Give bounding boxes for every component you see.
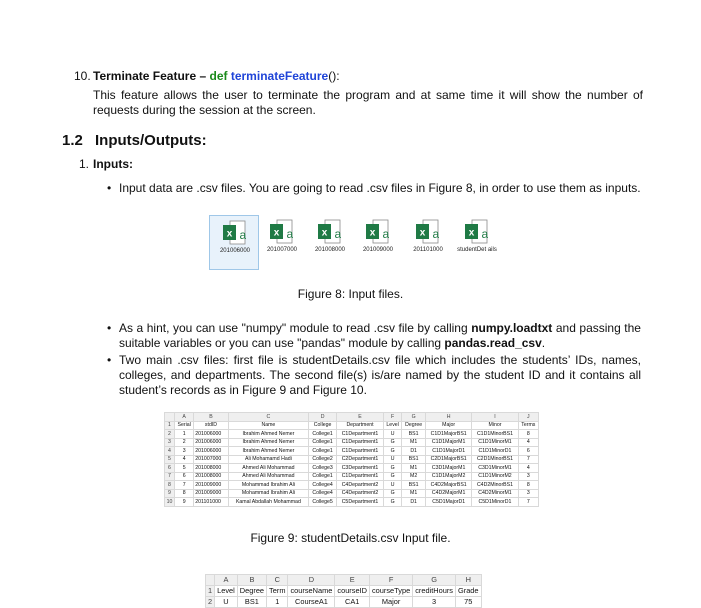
col-letter: G [402, 413, 426, 422]
col-letter: H [455, 575, 481, 586]
header-cell: Level [215, 586, 238, 597]
col-letter: C [267, 575, 288, 586]
table-cell: C1Department1 [337, 472, 384, 481]
table-cell: Ahmed Ali Mohammad [228, 464, 309, 473]
table-cell: C1D1MajorM2 [426, 472, 472, 481]
row-number: 10 [165, 498, 175, 507]
header-cell: stdID [194, 421, 228, 430]
table-row [165, 498, 539, 507]
header-cell: Level [384, 421, 402, 430]
svg-text:x: x [226, 228, 233, 240]
table-cell: G [384, 489, 402, 498]
svg-text:x: x [419, 227, 426, 239]
row-number: 1 [206, 586, 215, 597]
table-cell: 8 [518, 481, 538, 490]
col-letter: E [337, 413, 384, 422]
corner-cell [206, 575, 215, 586]
table-cell: BS1 [402, 481, 426, 490]
table-cell: BS1 [402, 455, 426, 464]
column-letter-row [206, 575, 482, 586]
table-cell: U [384, 430, 402, 439]
svg-text:a: a [481, 227, 488, 241]
table-cell: 9 [175, 498, 194, 507]
table-cell: Major [369, 597, 412, 608]
table-cell: 7 [518, 498, 538, 507]
table-cell: U [384, 481, 402, 490]
table-cell: D1 [402, 498, 426, 507]
table-cell: 8 [518, 430, 538, 439]
section-10-description: This feature allows the user to terminate the program and at same time it will show the number of requests during the session at the screen. [93, 88, 643, 117]
header-cell: Terms [518, 421, 538, 430]
table-cell: C5D1MinorD1 [472, 498, 518, 507]
table-cell: 7 [518, 455, 538, 464]
section-10-title [93, 69, 340, 84]
bullet-2-text [119, 321, 641, 351]
excel-file-icon [415, 219, 439, 245]
table-cell: College1 [309, 447, 337, 456]
table-cell: C5Department1 [337, 498, 384, 507]
col-letter: A [175, 413, 194, 422]
bullet-icon: • [107, 321, 112, 335]
file-name: 201006000 [219, 248, 251, 254]
table-cell: 3 [413, 597, 456, 608]
header-cell: College [309, 421, 337, 430]
heading-number: 1.2 [62, 132, 83, 149]
table-cell: C2Department1 [337, 455, 384, 464]
table-cell: College2 [309, 455, 337, 464]
table-cell: G [384, 447, 402, 456]
table-cell: 6 [518, 447, 538, 456]
table-cell: C1D1MinorBS1 [472, 430, 518, 439]
excel-file-icon [222, 220, 246, 246]
row-number: 2 [165, 430, 175, 439]
header-cell: courseType [369, 586, 412, 597]
student-details-sheet [164, 412, 539, 507]
section-10-title-text: Terminate Feature – [93, 69, 207, 83]
table-cell: G [384, 464, 402, 473]
table-cell: C1Department1 [337, 438, 384, 447]
row-number: 7 [165, 472, 175, 481]
svg-text:a: a [432, 227, 439, 241]
inputs-number: 1. [79, 157, 90, 171]
table-cell: M1 [402, 464, 426, 473]
table-cell: 201006000 [194, 447, 228, 456]
row-number: 5 [165, 455, 175, 464]
table-cell: 3 [518, 489, 538, 498]
table-row [165, 489, 539, 498]
table-cell: U [384, 455, 402, 464]
file-name: 201101000 [413, 247, 443, 253]
table-cell: 2 [175, 438, 194, 447]
col-letter: F [384, 413, 402, 422]
row-number: 6 [165, 464, 175, 473]
table-cell: Ahmed Ali Mohammad [228, 472, 309, 481]
svg-text:x: x [468, 227, 475, 239]
table-cell: 1 [175, 430, 194, 439]
table-cell: C5D1MajorD1 [426, 498, 472, 507]
table-cell: College4 [309, 481, 337, 490]
table-cell: 201008000 [194, 472, 228, 481]
bullet-3-text: Two main .csv files: first file is studentDetails.csv file which includes the students’ IDs, names, colleges, and departments. The second file(s) is/are named by the student ID and it contains all student’s records as in Figure 9 and Figure 10. [119, 353, 641, 397]
table-cell: 8 [175, 489, 194, 498]
col-letter: F [369, 575, 412, 586]
table-cell: G [384, 472, 402, 481]
table-row [165, 447, 539, 456]
table-cell: 1 [267, 597, 288, 608]
file-icon-item[interactable] [209, 215, 259, 270]
table-cell: CourseA1 [288, 597, 335, 608]
table-cell: C4Department2 [337, 489, 384, 498]
header-cell: Major [426, 421, 472, 430]
table-cell: G [384, 438, 402, 447]
bullet-2-end: . [541, 336, 546, 350]
row-number: 9 [165, 489, 175, 498]
table-cell: 6 [175, 472, 194, 481]
table-cell: C1Department1 [337, 430, 384, 439]
header-cell: Degree [237, 586, 266, 597]
table-cell: C1D1MajorM1 [426, 438, 472, 447]
section-10-number: 10. [74, 69, 91, 83]
table-cell: CA1 [335, 597, 370, 608]
table-cell: 7 [175, 481, 194, 490]
file-icon-item[interactable] [353, 215, 403, 270]
function-suffix: (): [328, 69, 340, 83]
table-cell: College1 [309, 438, 337, 447]
table-cell: C1D1MajorBS1 [426, 430, 472, 439]
row-number: 4 [165, 447, 175, 456]
col-letter: A [215, 575, 238, 586]
table-cell: 201006000 [194, 430, 228, 439]
table-cell: C3D1MinorM1 [472, 464, 518, 473]
table-cell: Ibrahim Ahmed Nemer [228, 447, 309, 456]
table-cell: C1D1MajorD1 [426, 447, 472, 456]
bullet-icon: • [107, 181, 112, 195]
table-cell: College1 [309, 472, 337, 481]
svg-text:a: a [334, 227, 341, 241]
file-name: 201007000 [266, 247, 298, 253]
code-pandas-read-csv: pandas.read_csv [444, 336, 542, 350]
header-cell: courseName [288, 586, 335, 597]
col-letter: J [518, 413, 538, 422]
bullet-2-mid: and passing the suitable variables or you can use "pandas" module by calling [119, 321, 641, 350]
table-cell: M1 [402, 438, 426, 447]
table-cell: BS1 [402, 430, 426, 439]
excel-file-icon [365, 219, 389, 245]
function-name: terminateFeature [230, 69, 329, 83]
table-cell: College1 [309, 430, 337, 439]
col-letter: I [472, 413, 518, 422]
inputs-title: Inputs: [93, 157, 133, 171]
table-cell: C4D2MinorM1 [472, 489, 518, 498]
header-cell: Serial [175, 421, 194, 430]
table-cell: C1D1MinorD1 [472, 447, 518, 456]
table-cell: College5 [309, 498, 337, 507]
table-cell: 3 [518, 472, 538, 481]
table-cell: Ibrahim Ahmed Nemer [228, 438, 309, 447]
table-cell: Ibrahim Ahmed Nemer [228, 430, 309, 439]
bullet-icon: • [107, 353, 112, 367]
table-cell: C4D2MajorM1 [426, 489, 472, 498]
table-cell: Kamal Abdallah Mohammad [228, 498, 309, 507]
header-cell: creditHours [413, 586, 456, 597]
figure-8-caption: Figure 8: Input files. [297, 287, 404, 301]
table-row [165, 438, 539, 447]
row-number: 8 [165, 481, 175, 490]
table-header-row [165, 421, 539, 430]
heading-title: Inputs/Outputs: [95, 132, 207, 149]
svg-text:x: x [273, 227, 280, 239]
table-cell: C2D1MinorBS1 [472, 455, 518, 464]
table-cell: 3 [175, 447, 194, 456]
file-name: 201009000 [362, 247, 394, 253]
header-cell: courseID [335, 586, 370, 597]
table-cell: 4 [518, 464, 538, 473]
excel-file-icon [269, 219, 293, 245]
table-cell: C1Department1 [337, 447, 384, 456]
col-letter: B [237, 575, 266, 586]
table-cell: C3D1MajorM1 [426, 464, 472, 473]
table-cell: C1D1MinorM1 [472, 438, 518, 447]
excel-file-icon [317, 219, 341, 245]
svg-text:x: x [369, 227, 376, 239]
table-row [165, 464, 539, 473]
code-numpy-loadtxt: numpy.loadtxt [471, 321, 553, 335]
bullet-2-pre: As a hint, you can use "numpy" module to read .csv file by calling [119, 321, 472, 335]
table-row [165, 481, 539, 490]
table-cell: 5 [175, 464, 194, 473]
col-letter: E [335, 575, 370, 586]
row-number: 2 [206, 597, 215, 608]
header-cell: Degree [402, 421, 426, 430]
col-letter: G [413, 575, 456, 586]
table-row [165, 430, 539, 439]
table-cell: C4D2MinorBS1 [472, 481, 518, 490]
row-number: 1 [165, 421, 175, 430]
col-letter: B [194, 413, 228, 422]
svg-text:a: a [239, 228, 246, 242]
table-cell: BS1 [237, 597, 266, 608]
table-cell: 201009000 [194, 481, 228, 490]
svg-text:a: a [382, 227, 389, 241]
table-cell: 201009000 [194, 489, 228, 498]
header-cell: Minor [472, 421, 518, 430]
header-cell: Department [337, 421, 384, 430]
table-cell: College4 [309, 489, 337, 498]
svg-text:a: a [286, 227, 293, 241]
table-cell: Mohammad Ibrahim Ali [228, 481, 309, 490]
col-letter: D [288, 575, 335, 586]
def-keyword: def [209, 69, 228, 83]
table-cell: C2D1MajorBS1 [426, 455, 472, 464]
file-icon-item[interactable] [257, 215, 307, 270]
table-cell: U [215, 597, 238, 608]
table-cell: 201007000 [194, 455, 228, 464]
table-cell: Mohammad Ibrahim Ali [228, 489, 309, 498]
header-cell: Name [228, 421, 309, 430]
col-letter: C [228, 413, 309, 422]
file-name: 201008000 [314, 247, 346, 253]
table-cell: College3 [309, 464, 337, 473]
table-row [165, 455, 539, 464]
col-letter: D [309, 413, 337, 422]
table-cell: 75 [455, 597, 481, 608]
bullet-1-text: Input data are .csv files. You are going to read .csv files in Figure 8, in order to use them as inputs. [119, 181, 641, 195]
column-letter-row [165, 413, 539, 422]
excel-file-icon [464, 219, 488, 245]
table-cell: M2 [402, 472, 426, 481]
file-name: studentDet ails [457, 247, 497, 253]
table-row [165, 472, 539, 481]
table-cell: M1 [402, 489, 426, 498]
table-cell: G [384, 498, 402, 507]
table-header-row [206, 586, 482, 597]
table-cell: D1 [402, 447, 426, 456]
figure-9-caption: Figure 9: studentDetails.csv Input file. [250, 531, 451, 545]
table-cell: C4D2MajorBS1 [426, 481, 472, 490]
header-cell: Term [267, 586, 288, 597]
table-cell: C3Department1 [337, 464, 384, 473]
table-cell: Ali Mohamamd Hadi [228, 455, 309, 464]
table-cell: 201101000 [194, 498, 228, 507]
table-cell: C4Department2 [337, 481, 384, 490]
header-cell: Grade [455, 586, 481, 597]
table-cell: 4 [518, 438, 538, 447]
svg-text:x: x [321, 227, 328, 239]
file-icon-item[interactable] [403, 215, 453, 270]
table-cell: 4 [175, 455, 194, 464]
table-cell: C1D1MinorM2 [472, 472, 518, 481]
table-cell: 201006000 [194, 438, 228, 447]
file-icon-item[interactable] [452, 215, 502, 270]
col-letter: H [426, 413, 472, 422]
row-number: 3 [165, 438, 175, 447]
file-icon-item[interactable] [305, 215, 355, 270]
corner-cell [165, 413, 175, 422]
table-cell: 201008000 [194, 464, 228, 473]
student-records-sheet [205, 574, 482, 608]
